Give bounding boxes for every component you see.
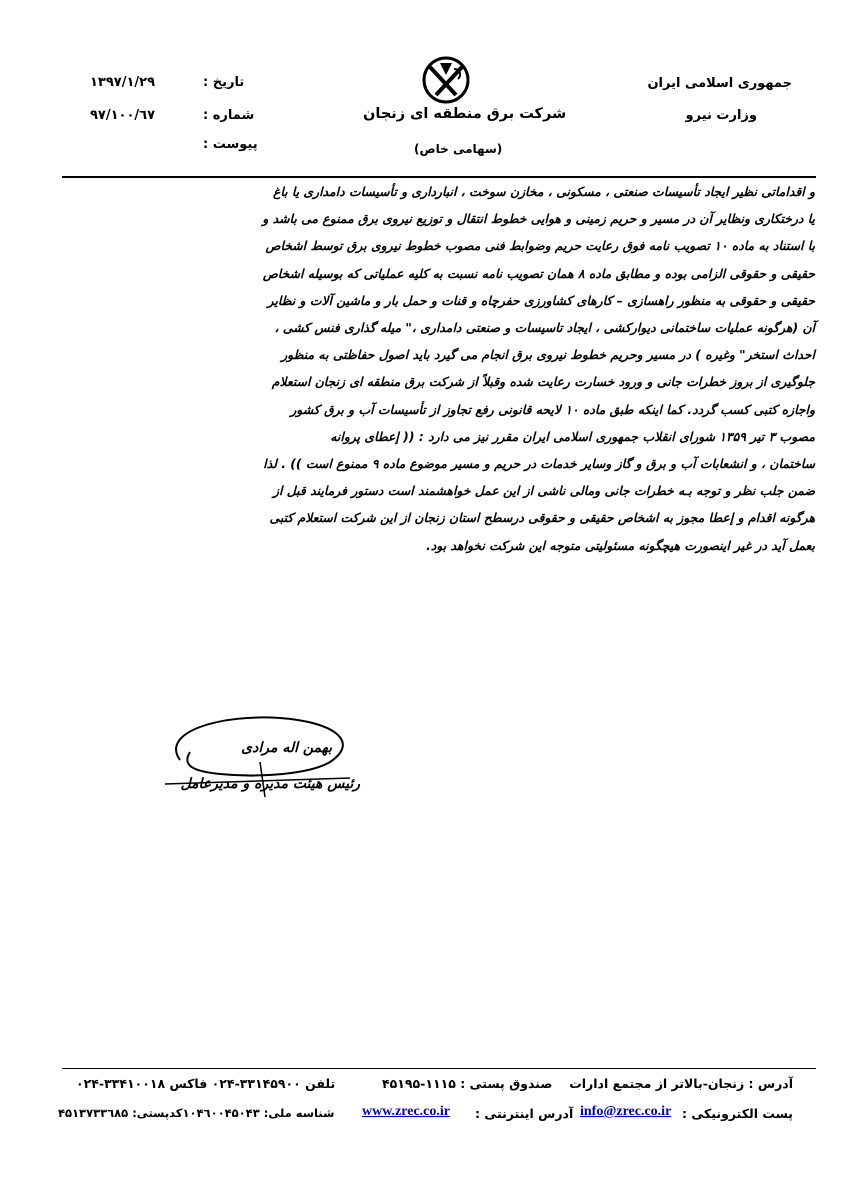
body-line: هرگونه اقدام و إعطا مجوز به اشخاص حقیقی و حقوقی درسطح استان زنجان از این شرکت استعلام کتبی (269, 510, 815, 526)
footer-divider (62, 1068, 816, 1069)
body-line: بعمل آید در غیر اینصورت هیچگونه مسئولیتی متوجه این شرکت نخواهد بود. (426, 537, 815, 553)
body-line: حقیقی و حقوقی به منظور راهسازی – کارهای کشاورزی حفرچاه و قنات و حمل بار و ماشین آلات و نظایر (267, 292, 815, 308)
footer-web-link[interactable]: www.zrec.co.ir (362, 1104, 450, 1119)
body-line: آن (هرگونه عملیات ساختمانی دیوارکشی ، ایجاد تاسیسات و صنعتی دامداری ،" میله گذاری فنس کشی ، (274, 320, 815, 336)
signature-scribble-icon (160, 712, 360, 807)
body-line: یا درختکاری ونظایر آن در مسیر و حریم زمینی و هوایی خطوط انتقال و توزیع نیروی برق ممنوع می باشد و (262, 211, 815, 227)
footer-address: آدرس : زنجان-بالاتر از مجتمع ادارات (569, 1076, 793, 1091)
signer-title: رئیس هیئت مدیره و مدیرعامل (180, 776, 360, 792)
footer-national-id: شناسه ملی: ۱۰۴٦۰۰۴۵۰۴۳کدپستی: ۴۵۱۳۷۳۳٦۸۵ (58, 1106, 335, 1120)
signer-name: بهمن اله مرادی (241, 740, 332, 756)
body-line: ضمن جلب نظر و توجه بـه خطرات جانی ومالی ناشی از این عمل خواهشمند است دستور فرمایند قبل از (273, 483, 815, 499)
footer-web-label: آدرس اینترنتی : (475, 1106, 574, 1121)
number-label: شماره : (203, 108, 255, 123)
body-line: حقیقی و حقوقی الزامی بوده و مطابق ماده ۸ همان تصویب نامه نسبت به کلیه عملیاتی که بوسیله اشخاص (262, 265, 815, 281)
body-line: و اقداماتی نظیر ایجاد تأسیسات صنعتی ، مسکونی ، مخازن سوخت ، انبارداری و تأسیسات دامداری یا باغ (272, 184, 815, 199)
letter-body (100, 178, 815, 559)
body-line: جلوگیری از بروز خطرات جانی و ورود خسارت رعایت شده وقبلاً از شرکت برق منطقه ای زنجان استعلام (271, 374, 815, 390)
footer-po-box: صندوق پستی : ۱۱۱۵-۴۵۱۹۵ (382, 1076, 553, 1091)
footer-phone-fax: تلفن ۳۳۱۴۵۹۰۰-۰۲۴ فاکس ۳۳۴۱۰۰۱۸-۰۲۴ (76, 1076, 336, 1091)
ministry-name: وزارت نیرو (685, 108, 757, 123)
company-name: شرکت برق منطقه ای زنجان (363, 106, 567, 122)
body-line: با استناد به ماده ۱۰ تصویب نامه فوق رعایت حریم وضوابط فنی مصوب خطوط نیروی برق توسط اشخاص (265, 238, 815, 254)
country-name: جمهوری اسلامی ایران (647, 76, 792, 91)
footer-email-link[interactable]: info@zrec.co.ir (580, 1104, 672, 1119)
date-label: تاریخ : (203, 75, 245, 90)
date-value: ۱۳۹۷/۱/۲۹ (90, 75, 156, 90)
number-value: ۹۷/۱۰۰/٦۷ (90, 108, 156, 123)
body-line: مصوب ۳ تیر ۱۳۵۹ شورای انقلاب جمهوری اسلامی ایران مقرر نیز می دارد : (( إعطای پروانه (330, 428, 815, 444)
body-line: احداث استخر" وغیره ) در مسیر وحریم خطوط نیروی برق انجام می گیرد باید اصول حفاظتی به منظور (281, 347, 815, 363)
footer-email-label: پست الکترونیکی : (682, 1106, 793, 1121)
attachment-label: پیوست : (203, 137, 258, 152)
body-line: واجازه کتبی کسب گردد. کما اینکه طبق ماده ۱۰ لایحه قانونی رفع تجاوز از تأسیسات آب و برق کشور (290, 401, 815, 417)
company-logo-icon (416, 55, 476, 105)
signature-block (160, 712, 360, 807)
body-line: ساختمان ، و انشعابات آب و برق و گاز وسایر خدمات در حریم و مسیر موضوع ماده ۹ ممنوع است )) . لذا (263, 456, 815, 472)
company-type: (سهامی خاص) (414, 142, 503, 156)
